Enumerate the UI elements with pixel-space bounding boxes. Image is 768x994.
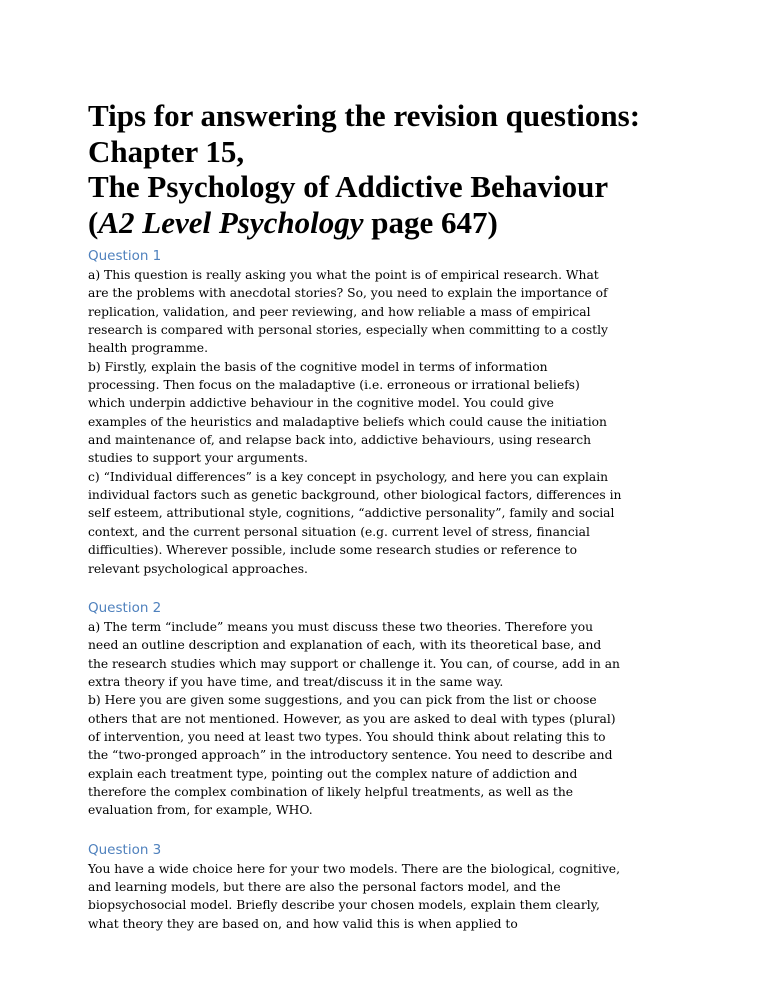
text-line: self esteem, attributional style, cognitions, “addictive personality”, family and social [88,506,615,521]
text-line: need an outline description and explanation of each, with its theoretical base, and [88,638,602,653]
title-line-1: Tips for answering the revision questions: [88,98,641,133]
text-line: explain each treatment type, pointing out the complex nature of addiction and [88,766,578,781]
text-line: studies to support your arguments. [88,451,308,466]
text-line: health programme. [88,341,208,356]
text-line: and learning models, but there are also the personal factors model, and the [88,879,561,894]
question-heading: Question 1 [88,248,162,264]
text-line: therefore the complex combination of likely helpful treatments, as well as the [88,784,574,799]
question-heading: Question 2 [88,599,162,616]
question-tip-text [88,860,688,933]
document-page [88,98,688,953]
text-line: a) This question is really asking you what the point is of empirical research. What [88,268,599,282]
text-line: c) “Individual differences” is a key concept in psychology, and here you can explain [88,469,609,484]
text-line: the “two-pronged approach” in the introductory sentence. You need to describe and [88,748,613,763]
text-line: context, and the current personal situation (e.g. current level of stress, financial [88,524,590,539]
book-title: A2 Level Psychology [98,204,364,240]
title-line-3: The Psychology of Addictive Behaviour [88,169,609,204]
questions-list [88,246,688,933]
text-line: difficulties). Wherever possible, include some research studies or reference to [88,543,578,558]
text-line: are the problems with anecdotal stories? So, you need to explain the importance of [88,286,608,301]
text-line: others that are not mentioned. However, as you are asked to deal with types (plural) [88,711,616,726]
text-line: research is compared with personal stories, especially when committing to a costly [88,323,608,338]
question-heading: Question 3 [88,841,162,858]
text-line: examples of the heuristics and maladaptive beliefs which could cause the initiation [88,414,607,429]
text-line: the research studies which may support or challenge it. You can, of course, add in an [88,656,620,671]
text-line: evaluation from, for example, WHO. [88,803,313,818]
text-line: b) Here you are given some suggestions, and you can pick from the list or choose [88,693,597,708]
text-line: which underpin addictive behaviour in the cognitive model. You could give [88,396,554,411]
title-open-paren: ( [88,204,99,240]
title-line-4 [88,205,688,241]
question-section [88,246,688,578]
text-line: a) The term “include” means you must discuss these two theories. Therefore you [88,619,594,634]
title-line-2: Chapter 15, [88,133,245,169]
text-line: biopsychosocial model. Briefly describe your chosen models, explain them clearly, [88,898,600,913]
page-reference: page 647) [363,204,498,240]
text-line: You have a wide choice here for your two models. There are the biological, cognitive, [88,861,620,876]
text-line: of intervention, you need at least two types. You should think about relating this to [88,729,606,744]
question-tip-text [88,266,688,578]
text-line: processing. Then focus on the maladaptive (i.e. erroneous or irrational beliefs) [88,378,580,393]
document-title [88,98,688,240]
question-section [88,598,688,820]
question-section [88,840,688,933]
text-line: relevant psychological approaches. [88,561,308,576]
text-line: b) Firstly, explain the basis of the cognitive model in terms of information [88,359,548,374]
text-line: what theory they are based on, and how valid this is when applied to [88,916,518,931]
text-line: individual factors such as genetic background, other biological factors, differences in [88,488,622,503]
text-line: replication, validation, and peer reviewing, and how reliable a mass of empirical [88,304,591,319]
question-tip-text [88,618,688,820]
text-line: and maintenance of, and relapse back into, addictive behaviours, using research [88,433,592,448]
text-line: extra theory if you have time, and treat/discuss it in the same way. [88,674,504,689]
